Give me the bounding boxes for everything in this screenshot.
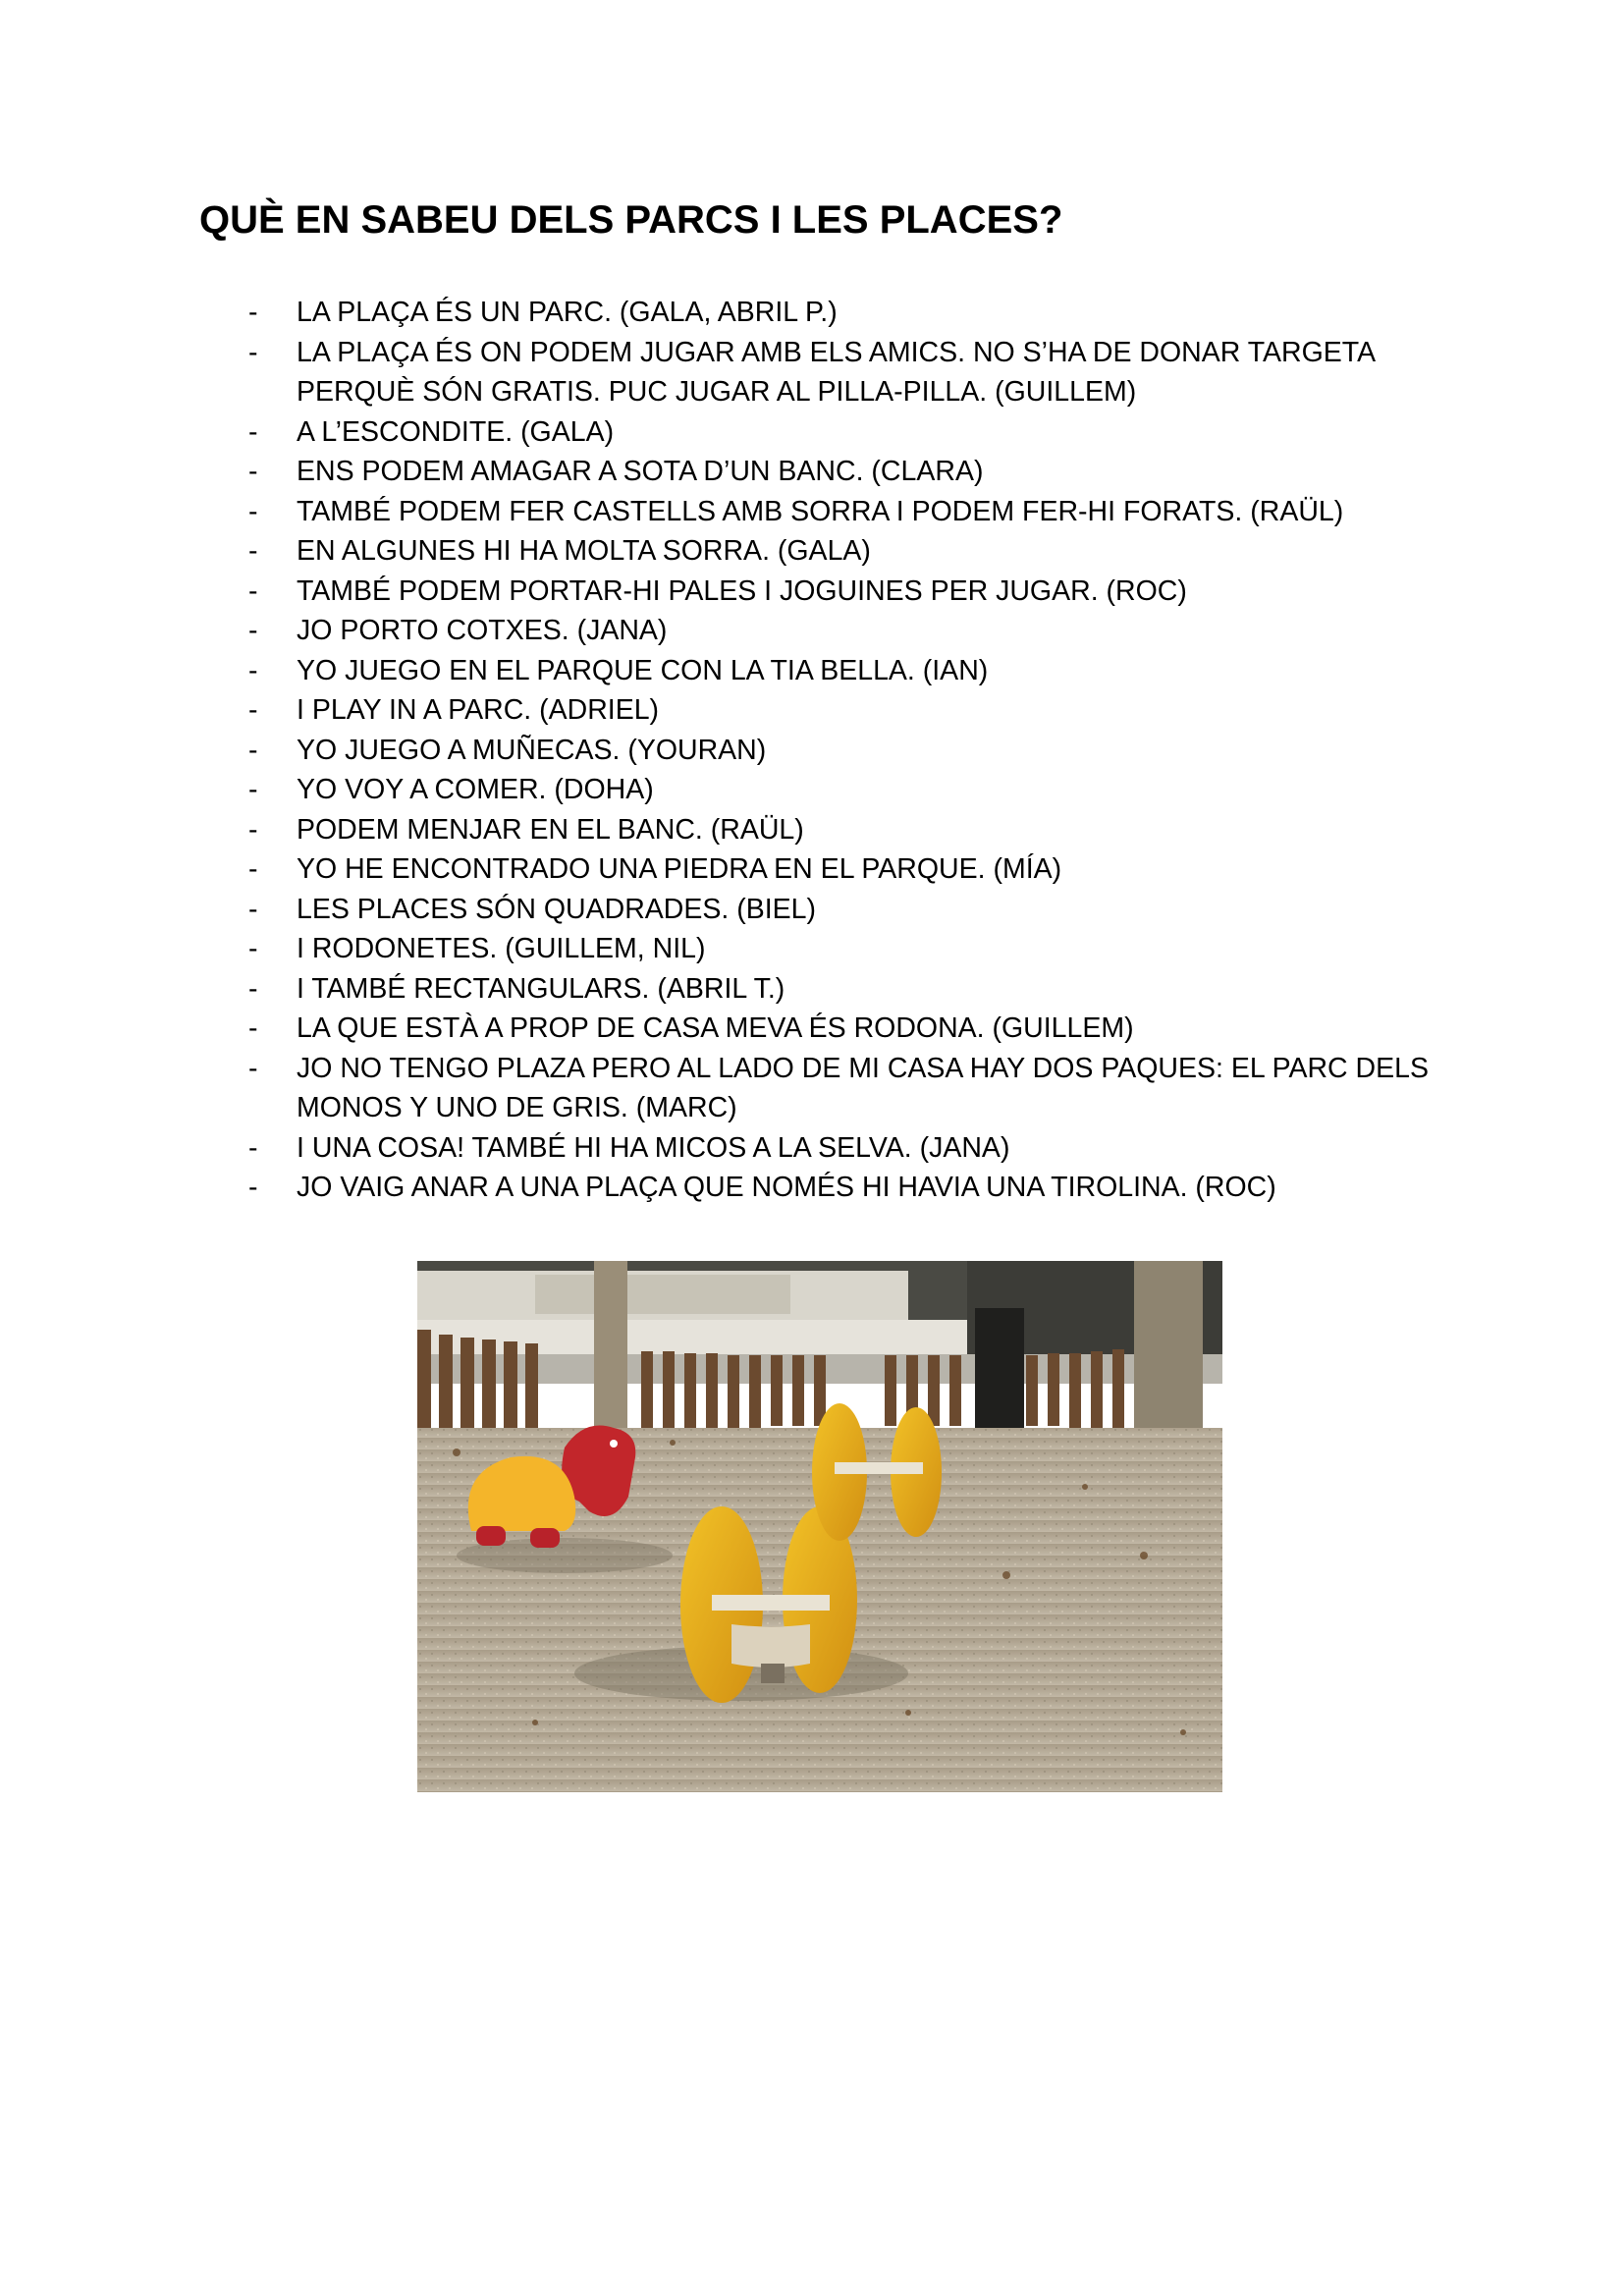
list-bullet: - <box>248 1052 258 1084</box>
statements-list <box>0 293 1624 1208</box>
list-bullet: - <box>248 813 258 846</box>
list-item-text: A L’ESCONDITE. (GALA) <box>297 415 615 448</box>
list-bullet: - <box>248 1131 258 1164</box>
list-item-text: YO JUEGO EN EL PARQUE CON LA TIA BELLA. (IAN) <box>297 654 989 686</box>
list-item-text: YO HE ENCONTRADO UNA PIEDRA EN EL PARQUE. (MÍA) <box>297 853 1062 885</box>
list-bullet: - <box>248 535 258 567</box>
list-item-text: I UNA COSA! TAMBÉ HI HA MICOS A LA SELVA. (JANA) <box>297 1131 1010 1164</box>
list-item <box>0 890 1624 930</box>
list-bullet: - <box>248 972 258 1005</box>
list-item <box>0 611 1624 651</box>
list-bullet: - <box>248 297 258 328</box>
list-bullet: - <box>248 734 258 766</box>
list-bullet: - <box>248 456 258 487</box>
list-item-text: YO JUEGO A MUÑECAS. (YOURAN) <box>297 734 767 766</box>
list-item <box>0 810 1624 850</box>
list-item <box>0 651 1624 691</box>
list-item-text: TAMBÉ PODEM FER CASTELLS AMB SORRA I PODEM FER-HI FORATS. (RAÜL) <box>297 495 1344 527</box>
list-item <box>0 293 1624 333</box>
list-item <box>0 770 1624 810</box>
list-bullet: - <box>248 336 258 368</box>
list-item-text: I RODONETES. (GUILLEM, NIL) <box>297 933 706 964</box>
list-item <box>0 1128 1624 1169</box>
list-item-text: LA PLAÇA ÉS UN PARC. (GALA, ABRIL P.) <box>297 297 838 328</box>
list-bullet: - <box>248 415 258 448</box>
list-item <box>0 929 1624 969</box>
list-bullet: - <box>248 615 258 646</box>
list-item <box>0 690 1624 731</box>
list-item <box>0 849 1624 890</box>
list-item <box>0 1009 1624 1049</box>
list-item <box>0 492 1624 532</box>
list-item-text: ENS PODEM AMAGAR A SOTA D’UN BANC. (CLARA) <box>297 456 984 487</box>
list-bullet: - <box>248 853 258 885</box>
page-title: QUÈ EN SABEU DELS PARCS I LES PLACES? <box>199 198 1063 242</box>
list-bullet: - <box>248 933 258 964</box>
list-item <box>0 969 1624 1010</box>
list-item-text: I TAMBÉ RECTANGULARS. (ABRIL T.) <box>297 972 785 1005</box>
list-bullet: - <box>248 654 258 686</box>
list-item-text: YO VOY A COMER. (DOHA) <box>297 774 654 805</box>
list-item <box>0 1049 1624 1128</box>
list-item-text: TAMBÉ PODEM PORTAR-HI PALES I JOGUINES PER JUGAR. (ROC) <box>297 574 1187 607</box>
list-item-text: LA QUE ESTÀ A PROP DE CASA MEVA ÉS RODONA. (GUILLEM) <box>297 1012 1134 1044</box>
list-bullet: - <box>248 694 258 726</box>
playground-photo <box>417 1261 1222 1792</box>
list-item <box>0 333 1624 412</box>
list-item <box>0 531 1624 572</box>
list-item-text: PODEM MENJAR EN EL BANC. (RAÜL) <box>297 813 804 846</box>
list-bullet: - <box>248 774 258 805</box>
list-item-text: JO VAIG ANAR A UNA PLAÇA QUE NOMÉS HI HAVIA UNA TIROLINA. (ROC) <box>297 1172 1276 1203</box>
list-item <box>0 412 1624 453</box>
list-item-text: LES PLACES SÓN QUADRADES. (BIEL) <box>297 893 816 925</box>
list-item-text: LA PLAÇA ÉS ON PODEM JUGAR AMB ELS AMICS. NO S’HA DE DONAR TARGETA PERQUÈ SÓN GRATIS. PUC JUGAR AL PILLA-PILLA. (GUILLEM) <box>297 336 1375 408</box>
list-bullet: - <box>248 893 258 925</box>
list-item-text: EN ALGUNES HI HA MOLTA SORRA. (GALA) <box>297 535 871 567</box>
list-item-text: I PLAY IN A PARC. (ADRIEL) <box>297 694 660 726</box>
list-item-text: JO NO TENGO PLAZA PERO AL LADO DE MI CASA HAY DOS PAQUES: EL PARC DELS MONOS Y UNO DE GRIS. (MARC) <box>297 1052 1430 1123</box>
list-item-text: JO PORTO COTXES. (JANA) <box>297 615 668 646</box>
list-bullet: - <box>248 574 258 607</box>
list-bullet: - <box>248 495 258 527</box>
list-item <box>0 1168 1624 1208</box>
list-item <box>0 572 1624 612</box>
list-item <box>0 452 1624 492</box>
list-bullet: - <box>248 1012 258 1044</box>
list-item <box>0 731 1624 771</box>
list-bullet: - <box>248 1172 258 1203</box>
playground-illustration <box>417 1261 1222 1792</box>
